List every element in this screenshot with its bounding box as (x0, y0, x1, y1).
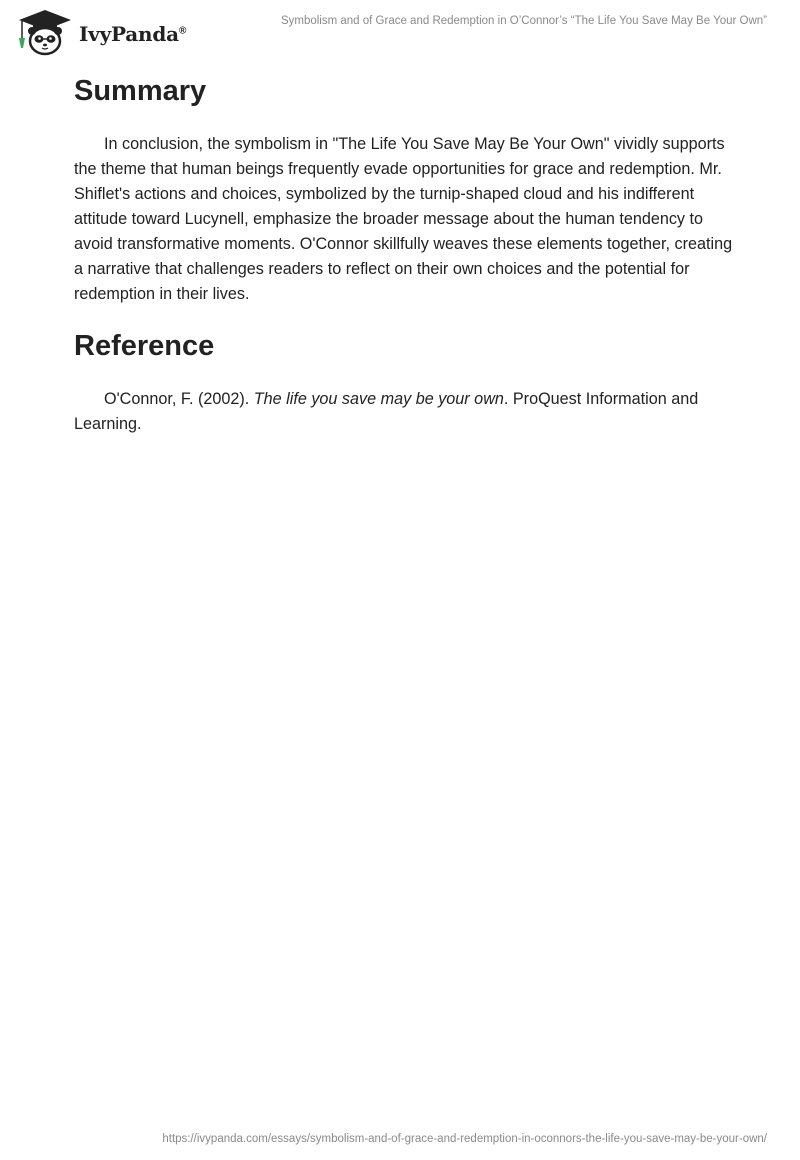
footer-source-url[interactable]: https://ivypanda.com/essays/symbolism-and-of-grace-and-redemption-in-oconnors-the-life-you-save-may-be-your-own/ (162, 1133, 767, 1145)
running-title: Symbolism and of Grace and Redemption in O’Connor’s “The Life You Save May Be Your Own” (280, 15, 767, 27)
summary-paragraph: In conclusion, the symbolism in "The Life You Save May Be Your Own" vividly supports the theme that human beings frequently evade opportunities for grace and redemption. Mr. Shiflet's actions and choices, symbolized by the turnip-shaped cloud and his indifferent attitude toward Lucynell, emphasize the broader message about the human tendency to avoid transformative moments. O'Connor skillfully weaves these elements together, creating a narrative that challenges readers to reflect on their own choices and the potential for redemption in their lives. (74, 135, 733, 303)
ivypanda-logo[interactable] (15, 8, 186, 56)
citation-title: The life you save may be your own (253, 390, 504, 408)
citation-author: O'Connor, F. (2002). (104, 390, 254, 408)
logo-wordmark: IvyPanda® (79, 22, 187, 46)
citation-publisher: . ProQuest Information and Learning. (74, 390, 699, 433)
page-header (0, 0, 800, 60)
summary-heading: Summary (74, 75, 207, 107)
registered-mark: ® (178, 25, 187, 37)
reference-citation (74, 387, 734, 437)
reference-heading: Reference (74, 330, 215, 362)
panda-graduation-cap-icon (15, 8, 75, 56)
document-body (74, 72, 734, 437)
